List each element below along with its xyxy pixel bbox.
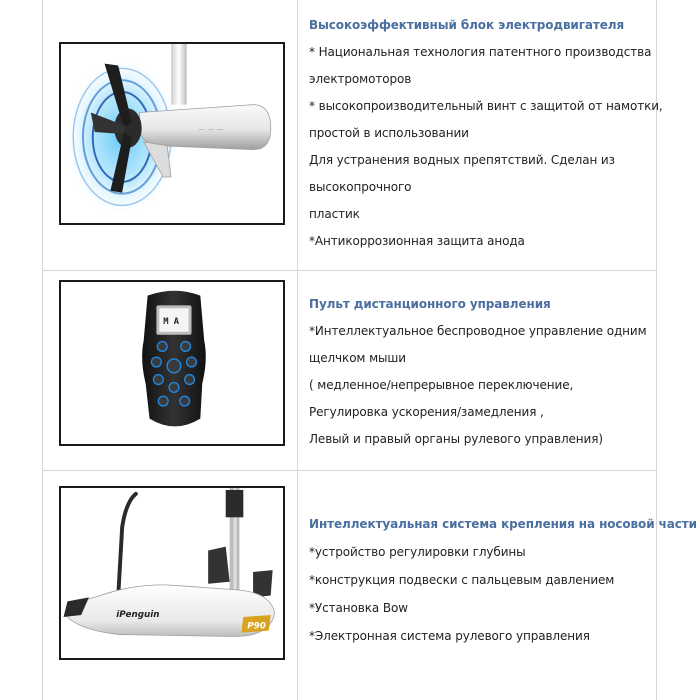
description-line: простой в использовании [309, 126, 469, 140]
description-line: Для устранения водных препятствий. Сделан из [309, 153, 615, 167]
remote-description [309, 294, 689, 446]
table-border-left [42, 0, 43, 700]
description-line: щелчком мыши [309, 351, 407, 365]
remote-control-image [59, 280, 285, 446]
row-divider-1 [42, 270, 657, 271]
motor-description [309, 14, 689, 248]
bow-mount-image [59, 486, 285, 660]
description-line: * Национальная технология патентного производства [309, 45, 652, 59]
description-line: Левый и правый органы рулевого управления) [309, 432, 603, 446]
description-line: *Электронная система рулевого управления [309, 629, 590, 643]
description-line: электромоторов [309, 72, 412, 86]
description-line: высокопрочного [309, 180, 412, 194]
description-line: ( медленное/непрерывное переключение, [309, 378, 574, 392]
description-line: *Установка Bow [309, 601, 408, 615]
description-line: Регулировка ускорения/замедления , [309, 405, 544, 419]
svg-text:— — —: — — — [198, 126, 224, 135]
description-line: *конструкция подвески с пальцевым давлением [309, 573, 615, 587]
description-line: *Антикоррозионная защита анода [309, 234, 525, 248]
bow-mount-description [309, 514, 697, 643]
brand-label: iPenguin [116, 609, 160, 620]
section-heading: Высокоэффективный блок электродвигателя [309, 18, 625, 32]
section-heading: Пульт дистанционного управления [309, 297, 551, 311]
table-divider-vertical [297, 0, 298, 700]
motor-propeller-image [59, 42, 285, 225]
svg-text:M A: M A [163, 316, 180, 327]
description-line: пластик [309, 207, 360, 221]
description-line: * высокопроизводительный винт с защитой от намотки, [309, 99, 663, 113]
description-line: *Интеллектуальное беспроводное управление одним [309, 324, 647, 338]
description-line: *устройство регулировки глубины [309, 545, 526, 559]
section-heading: Интеллектуальная система крепления на носовой части [309, 517, 697, 531]
row-divider-2 [42, 470, 657, 471]
model-label: P90 [247, 621, 266, 632]
